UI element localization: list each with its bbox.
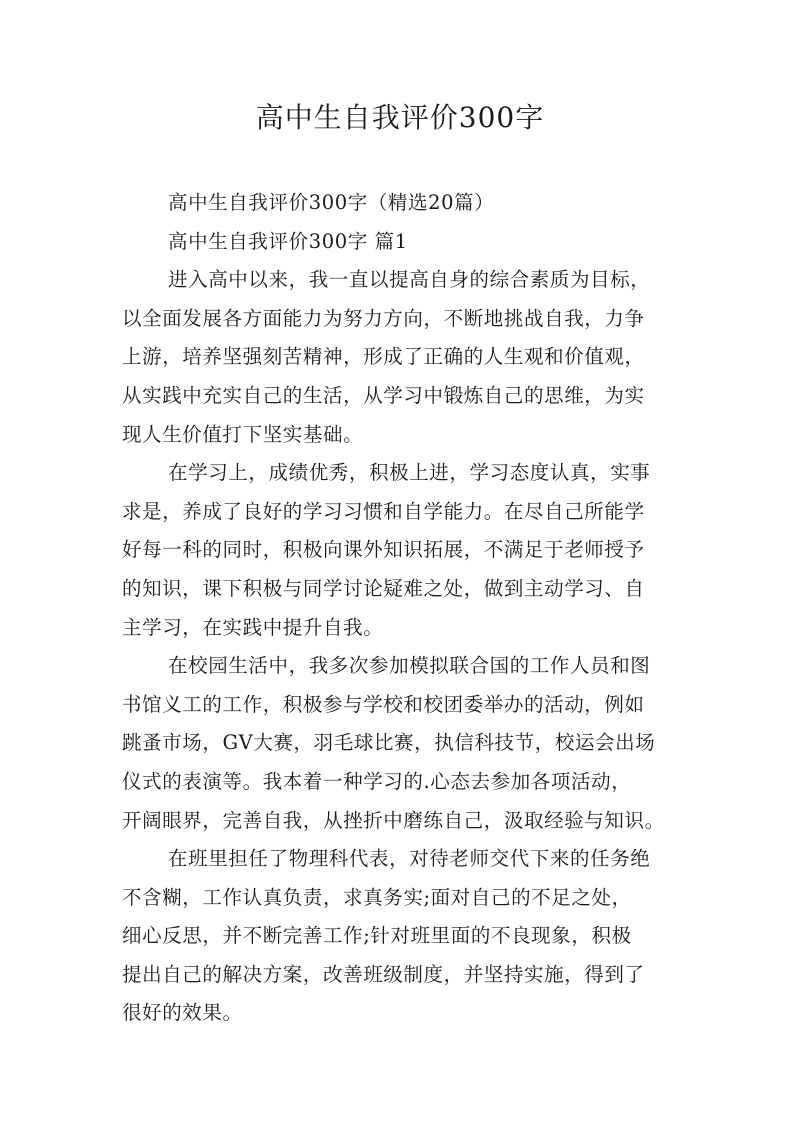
paragraph-1: [122, 261, 696, 454]
paragraph-line: 主学习，在实践中提升自我。: [122, 615, 384, 639]
paragraph-3: [122, 647, 696, 840]
paragraph-line: 好每一科的同时，积极向课外知识拓展，不满足于老师授予: [122, 538, 645, 562]
section-heading: 高中生自我评价300字 篇1: [168, 229, 408, 253]
paragraph-line: 开阔眼界，完善自我，从挫折中磨练自己，汲取经验与知识。: [122, 808, 665, 832]
paragraph-line: 书馆义工的工作，积极参与学校和校团委举办的活动，例如: [122, 692, 645, 716]
paragraph-line: 不含糊，工作认真负责，求真务实;面对自己的不足之处，: [122, 885, 632, 909]
document-subtitle: 高中生自我评价300字（精选20篇）: [168, 191, 495, 214]
paragraph-line: 上游，培养坚强刻苦精神，形成了正确的人生观和价值观，: [122, 345, 645, 369]
paragraph-line: 提出自己的解决方案，改善班级制度，并坚持实施，得到了: [122, 962, 645, 986]
document-title: 高中生自我评价300字: [255, 101, 545, 134]
paragraph-line: 现人生价值打下坚实基础。: [122, 422, 364, 446]
paragraph-line: 以全面发展各方面能力为努力方向，不断地挑战自我，力争: [122, 306, 645, 330]
paragraph-line: 细心反思，并不断完善工作;针对班里面的不良现象，积极: [122, 924, 632, 948]
paragraph-line: 从实践中充实自己的生活，从学习中锻炼自己的思维，为实: [122, 383, 645, 407]
paragraph-line: 进入高中以来，我一直以提高自身的综合素质为目标，: [168, 268, 651, 292]
paragraph-line: 仪式的表演等。我本着一种学习的.心态去参加各项活动，: [122, 769, 632, 793]
paragraph-4: [122, 840, 696, 1033]
paragraph-line: 求是，养成了良好的学习习惯和自学能力。在尽自己所能学: [122, 499, 645, 523]
paragraph-line: 跳蚤市场，GV大赛，羽毛球比赛，执信科技节，校运会出场: [122, 731, 656, 755]
paragraph-2: [122, 454, 696, 647]
document-body: [122, 184, 696, 1033]
paragraph-line: 的知识，课下积极与同学讨论疑难之处，做到主动学习、自: [122, 576, 645, 600]
paragraph-line: 在校园生活中，我多次参加模拟联合国的工作人员和图: [168, 654, 651, 678]
paragraph-line: 在班里担任了物理科代表，对待老师交代下来的任务绝: [168, 847, 651, 871]
paragraph-line: 很好的效果。: [122, 1001, 243, 1025]
paragraph-line: 在学习上，成绩优秀，积极上进，学习态度认真，实事: [168, 461, 651, 485]
